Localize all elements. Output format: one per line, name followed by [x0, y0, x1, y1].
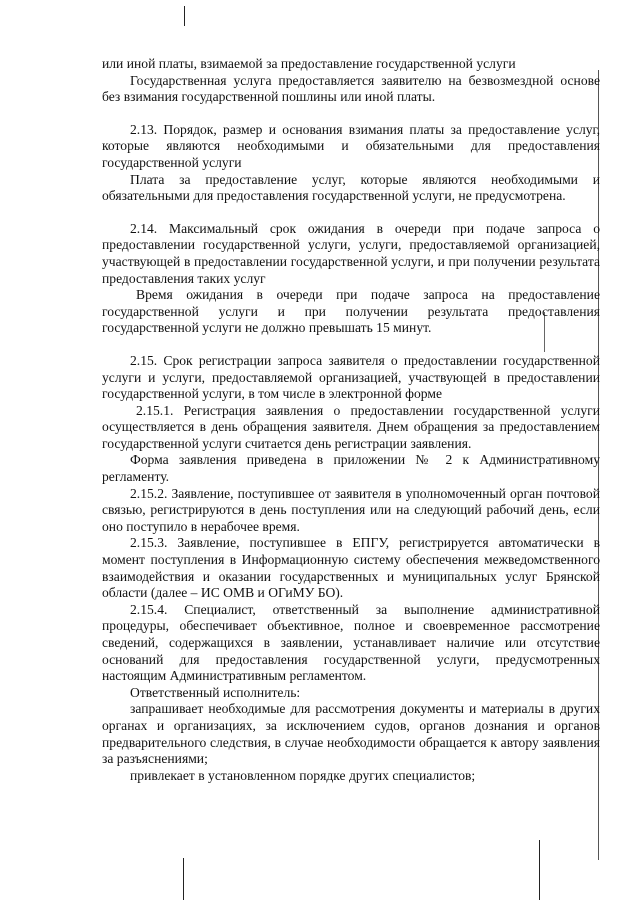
heading-2-15: 2.15. Срок регистрации запроса заявителя о предоставлении государственной услуги и услуги, предоставляемой организацией, участвующей в предоставлении государственной услуги, в том числе в электронной форме [102, 352, 600, 402]
scan-line-bottom-right [539, 840, 540, 900]
paragraph-fee-heading-end: или иной платы, взимаемой за предоставление государственной услуги [102, 56, 516, 71]
paragraph-form-appendix: Форма заявления приведена в приложении № 2 к Административному регламенту. [102, 452, 600, 485]
paragraph-executor: Ответственный исполнитель: [130, 684, 301, 700]
heading-2-14: 2.14. Максимальный срок ожидания в очереди при подаче запроса о предоставлении государственной услуги, услуги, предоставляемой организацией, участвующей в предоставлении государственной услуги, и при получении результата предоставления таких услуг [102, 220, 600, 286]
paragraph-free-service: Государственная услуга предоставляется заявителю на безвозмездной основе без взимания государственной пошлины или иной платы. [102, 72, 600, 105]
paragraph-involves-specialists: привлекает в установленном порядке других специалистов; [130, 767, 476, 783]
paragraph-2-15-3: 2.15.3. Заявление, поступившее в ЕПГУ, регистрируется автоматически в момент поступления в Информационную систему обеспечения межведомственного взаимодействия и оказании государственных и муниципальных услуг Брянской области (далее – ИС ОМВ и ОГиМУ БО). [102, 535, 600, 601]
document-body [102, 56, 600, 784]
scan-line-bottom [183, 858, 184, 900]
paragraph-2-15-2: 2.15.2. Заявление, поступившее от заявителя в уполномоченный орган почтовой связью, регистрируются в день поступления или на следующий рабочий день, если оно поступило в нерабочее время. [102, 485, 600, 534]
paragraph-2-15-1: 2.15.1. Регистрация заявления о предоставлении государственной услуги осуществляется в день обращения заявителя. Днем обращения за предоставлением государственной услуги считается день регистрации заявления. [102, 402, 600, 451]
paragraph-requests-documents: запрашивает необходимые для рассмотрения документы и материалы в других органах и организациях, за исключением судов, органов дознания и органов предварительного следствия, в случае необходимости обращается к автору заявления за разъяснениями; [102, 701, 600, 767]
scan-line-top [184, 6, 185, 26]
paragraph-waiting-time: Время ожидания в очереди при подаче запроса на предоставление государственной услуги и при получении результата предоставления государственной услуги не должно превышать 15 минут. [102, 287, 600, 336]
paragraph-no-fee: Плата за предоставление услуг, которые являются необходимыми и обязательными для предоставления государственной услуги, не предусмотрена. [102, 171, 600, 204]
heading-2-13: 2.13. Порядок, размер и основания взимания платы за предоставление услуг, которые являются необходимыми и обязательными для предоставления государственной услуги [102, 121, 600, 170]
paragraph-2-15-4: 2.15.4. Специалист, ответственный за выполнение административной процедуры, обеспечивает объективное, полное и своевременное рассмотрение сведений, содержащихся в заявлении, устанавливает наличие или отсутствие оснований для предоставления государственной услуги, предусмотренных настоящим Административным регламентом. [102, 601, 600, 684]
